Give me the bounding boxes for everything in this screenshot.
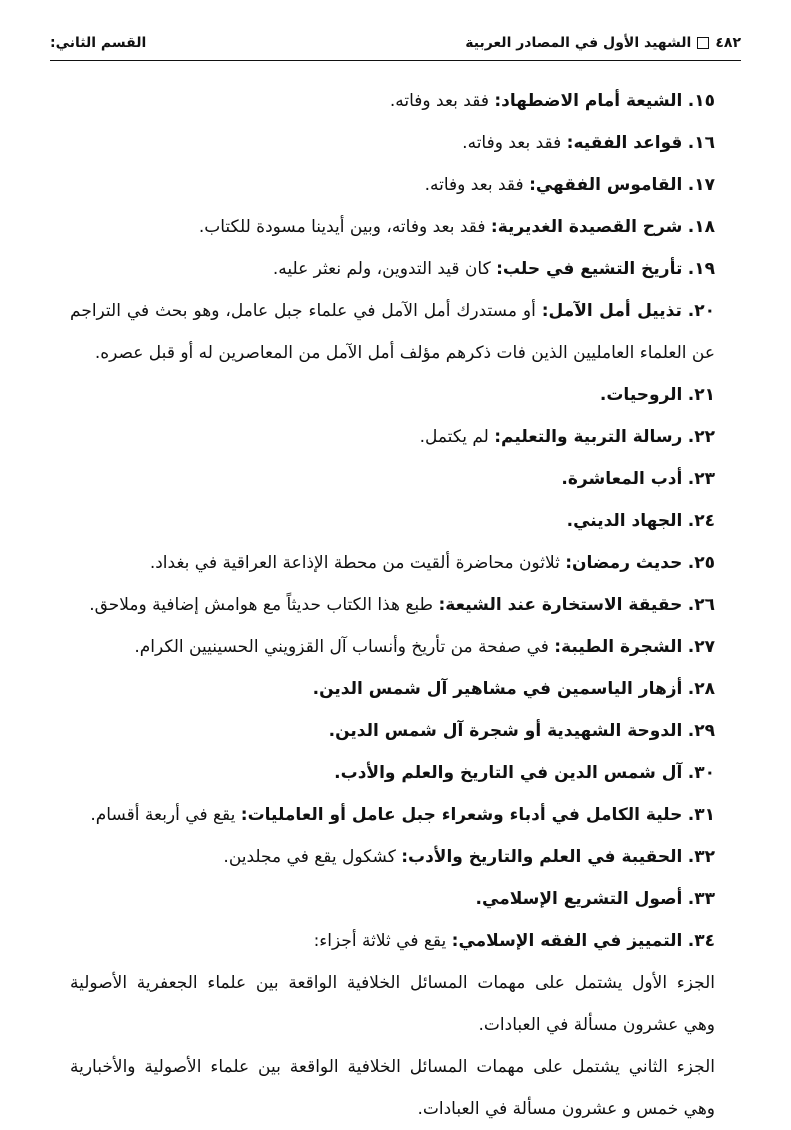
running-title: الشهيد الأول في المصادر العربية bbox=[465, 35, 692, 51]
list-item: ١٨. شرح القصيدة الغديرية: فقد بعد وفاته، وبين أيدينا مسودة للكتاب. bbox=[198, 217, 715, 237]
list-item: ٢٧. الشجرة الطيبة: في صفحة من تأريخ وأنساب آل القزويني الحسينيين الكرام. bbox=[134, 637, 715, 657]
section-label: القسم الثاني: bbox=[50, 35, 147, 51]
list-item: ١٥. الشيعة أمام الاضطهاد: فقد بعد وفاته. bbox=[389, 91, 715, 111]
paragraph-line: وهي عشرون مسألة في العبادات. bbox=[478, 1015, 715, 1035]
list-item: ٢٨. أزهار الياسمين في مشاهير آل شمس الدين. bbox=[312, 679, 715, 699]
list-item-continuation: عن العلماء العامليين الذين فات ذكرهم مؤلف أمل الآمل من المعاصرين له أو قبل عصره. bbox=[94, 343, 715, 363]
page-number: ٤٨٢ bbox=[715, 35, 741, 51]
list-item: ٢٤. الجهاد الديني. bbox=[566, 511, 715, 531]
page-content bbox=[70, 80, 715, 1130]
list-item: ١٩. تأريخ التشيع في حلب: كان قيد التدوين، ولم نعثر عليه. bbox=[272, 259, 715, 279]
list-item: ٢٣. أدب المعاشرة. bbox=[561, 469, 715, 489]
list-item: ٢١. الروحيات. bbox=[599, 385, 715, 405]
list-item: ٢٠. تذييل أمل الآمل: أو مستدرك أمل الآمل في علماء جبل عامل، وهو بحث في التراجم bbox=[70, 301, 716, 321]
list-item: ٣٢. الحقيبة في العلم والتاريخ والأدب: كشكول يقع في مجلدين. bbox=[223, 847, 715, 867]
list-item: ٣٠. آل شمس الدين في التاريخ والعلم والأدب. bbox=[334, 763, 715, 783]
paragraph-line: الجزء الثاني يشتمل على مهمات المسائل الخلافية الواقعة بين علماء الأصولية والأخبارية bbox=[70, 1057, 715, 1077]
list-item: ٢٦. حقيقة الاستخارة عند الشيعة: طبع هذا الكتاب حديثاً مع هوامش إضافية وملاحق. bbox=[89, 595, 715, 615]
header-running-title bbox=[465, 35, 741, 51]
list-item: ٣٣. أصول التشريع الإسلامي. bbox=[475, 889, 715, 909]
paragraph-line: الجزء الأول يشتمل على مهمات المسائل الخلافية الواقعة بين علماء الجعفرية الأصولية bbox=[70, 973, 715, 993]
list-item: ٢٥. حديث رمضان: ثلاثون محاضرة ألقيت من محطة الإذاعة العراقية في بغداد. bbox=[149, 553, 715, 573]
square-icon bbox=[697, 37, 709, 49]
list-item: ٢٢. رسالة التربية والتعليم: لم يكتمل. bbox=[419, 427, 715, 447]
page-header bbox=[50, 28, 741, 58]
list-item: ١٧. القاموس الفقهي: فقد بعد وفاته. bbox=[424, 175, 715, 195]
list-item: ٣١. حلية الكامل في أدباء وشعراء جبل عامل أو العامليات: يقع في أربعة أقسام. bbox=[90, 805, 715, 825]
list-item: ٣٤. التمييز في الفقه الإسلامي: يقع في ثلاثة أجزاء: bbox=[313, 931, 715, 951]
list-item: ٢٩. الدوحة الشهيدية أو شجرة آل شمس الدين. bbox=[328, 721, 715, 741]
header-rule bbox=[50, 60, 741, 61]
paragraph-line: وهي خمس و عشرون مسألة في العبادات. bbox=[417, 1099, 715, 1119]
list-item: ١٦. قواعد الفقيه: فقد بعد وفاته. bbox=[462, 133, 715, 153]
